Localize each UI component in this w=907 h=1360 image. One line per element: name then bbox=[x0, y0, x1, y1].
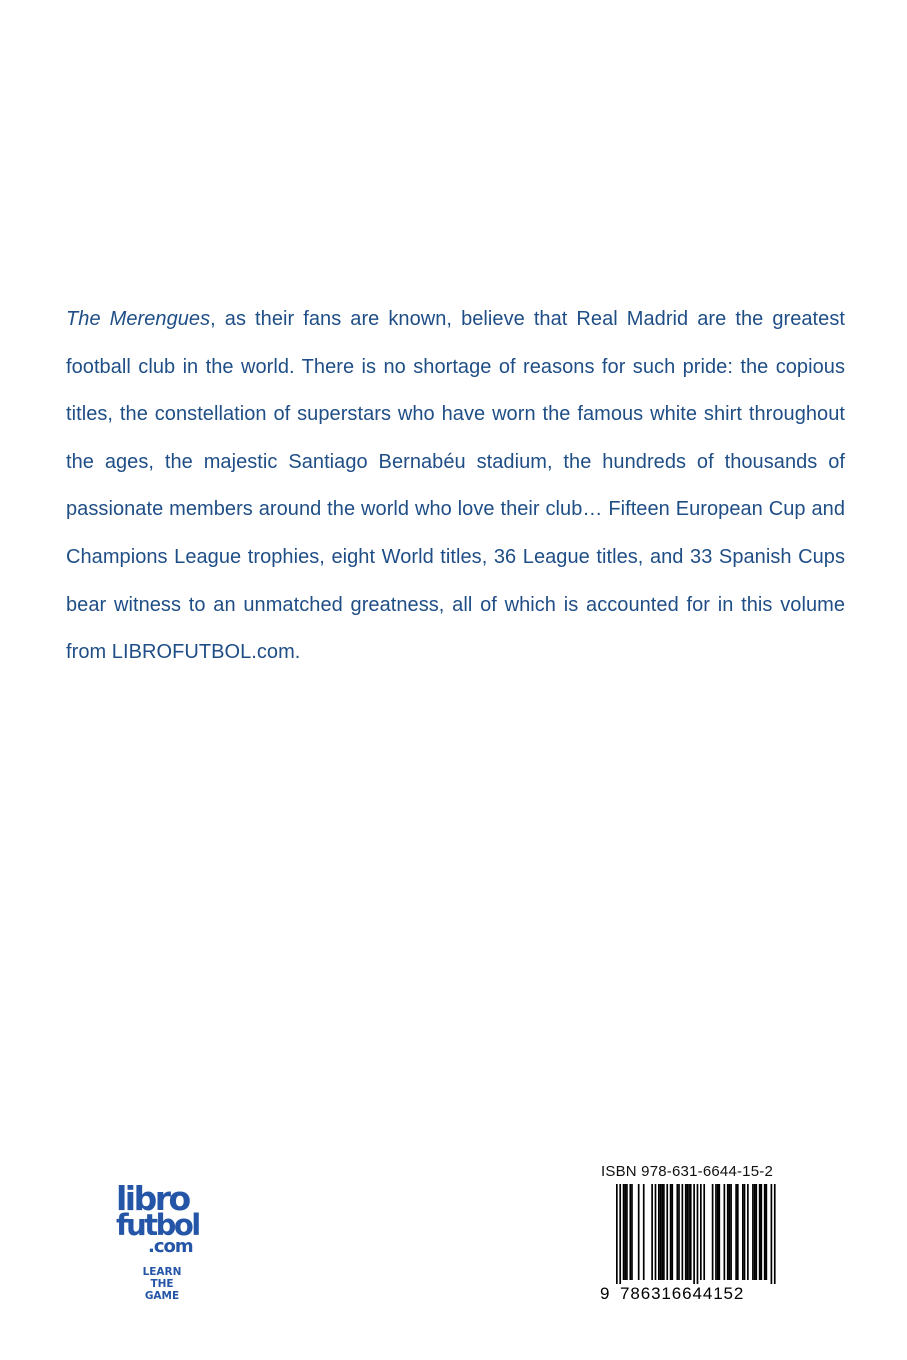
back-cover-blurb bbox=[66, 296, 845, 677]
barcode-bar bbox=[717, 1184, 719, 1280]
barcode-bar bbox=[651, 1184, 653, 1280]
logo-tagline-line1: LEARN bbox=[142, 1266, 182, 1278]
barcode-bar bbox=[616, 1184, 618, 1284]
barcode-bar bbox=[742, 1184, 744, 1280]
barcode-bar bbox=[629, 1184, 631, 1280]
barcode-bar bbox=[759, 1184, 761, 1280]
barcode-bar bbox=[755, 1184, 757, 1280]
barcode-bar bbox=[697, 1184, 699, 1284]
barcode-bar bbox=[676, 1184, 678, 1280]
barcode-bars bbox=[600, 1184, 782, 1284]
barcode-bar bbox=[752, 1184, 754, 1280]
logo-word-futbol: futbol bbox=[116, 1208, 199, 1242]
barcode-bar bbox=[715, 1184, 717, 1280]
barcode-bar bbox=[712, 1184, 714, 1280]
isbn-label: ISBN 978-631-6644-15-2 bbox=[601, 1163, 774, 1180]
barcode-bar bbox=[703, 1184, 705, 1280]
barcode-digits: 786316644152 bbox=[620, 1284, 745, 1303]
logo-word-libro: libro bbox=[116, 1179, 189, 1218]
barcode-bar bbox=[623, 1184, 625, 1280]
barcode-bar bbox=[670, 1184, 672, 1280]
barcode-first-digit: 9 bbox=[600, 1284, 610, 1303]
barcode-bar bbox=[682, 1184, 684, 1280]
barcode-bar bbox=[735, 1184, 737, 1280]
barcode-bar bbox=[774, 1184, 776, 1284]
barcode-bar bbox=[737, 1184, 739, 1280]
barcode-bar bbox=[730, 1184, 732, 1280]
librofutbol-logo bbox=[116, 1179, 216, 1302]
barcode-bar bbox=[663, 1184, 665, 1280]
barcode-bar bbox=[727, 1184, 729, 1280]
barcode-bar bbox=[661, 1184, 663, 1280]
barcode-bar bbox=[631, 1184, 633, 1280]
barcode-bar bbox=[619, 1184, 621, 1284]
barcode-bar bbox=[747, 1184, 749, 1280]
barcode-bar bbox=[688, 1184, 690, 1280]
barcode-bar bbox=[624, 1184, 626, 1280]
barcode-bar bbox=[671, 1184, 673, 1280]
barcode-bar bbox=[764, 1184, 766, 1280]
barcode-bar bbox=[729, 1184, 731, 1280]
barcode-bar bbox=[754, 1184, 756, 1280]
isbn-barcode bbox=[600, 1184, 782, 1304]
barcode-bar bbox=[666, 1184, 668, 1280]
logo-tagline-line2: THE GAME bbox=[144, 1278, 180, 1302]
barcode-bar bbox=[685, 1184, 687, 1280]
logo-tagline bbox=[132, 1266, 192, 1302]
barcode-bar bbox=[771, 1184, 773, 1284]
logo-word-dotcom: .com bbox=[148, 1236, 193, 1257]
barcode-bar bbox=[766, 1184, 768, 1280]
barcode-bar bbox=[718, 1184, 720, 1280]
barcode-bar bbox=[655, 1184, 657, 1280]
barcode-bar bbox=[678, 1184, 680, 1280]
barcode-bar bbox=[687, 1184, 689, 1280]
barcode-bar bbox=[638, 1184, 640, 1280]
blurb-body: , as their fans are known, believe that Real Madrid are the greatest football club in the world. There is no shortage of reasons for such pride: the copious titles, the constellation of superstars who have worn the famous white shirt throughout the ages, the majestic Santiago Bernabéu stadium, the hundreds of thousands of passionate members around the world who love their club… Fifteen European Cup and Champions League trophies, eight World titles, 36 League titles, and 33 Spanish Cups bear witness to an unmatched greatness, all of which is accounted for in this volume from LIBROFUTBOL.com. bbox=[66, 308, 845, 664]
barcode-bar bbox=[760, 1184, 762, 1280]
barcode-bar bbox=[724, 1184, 726, 1280]
barcode-bar bbox=[693, 1184, 695, 1284]
barcode-bar bbox=[700, 1184, 702, 1280]
barcode-bar bbox=[690, 1184, 692, 1280]
barcode-bar bbox=[658, 1184, 660, 1280]
barcode-bar bbox=[643, 1184, 645, 1280]
blurb-lead-title: The Merengues bbox=[66, 308, 211, 330]
barcode-bar bbox=[660, 1184, 662, 1280]
barcode-bar bbox=[626, 1184, 628, 1280]
barcode-bar bbox=[744, 1184, 746, 1280]
